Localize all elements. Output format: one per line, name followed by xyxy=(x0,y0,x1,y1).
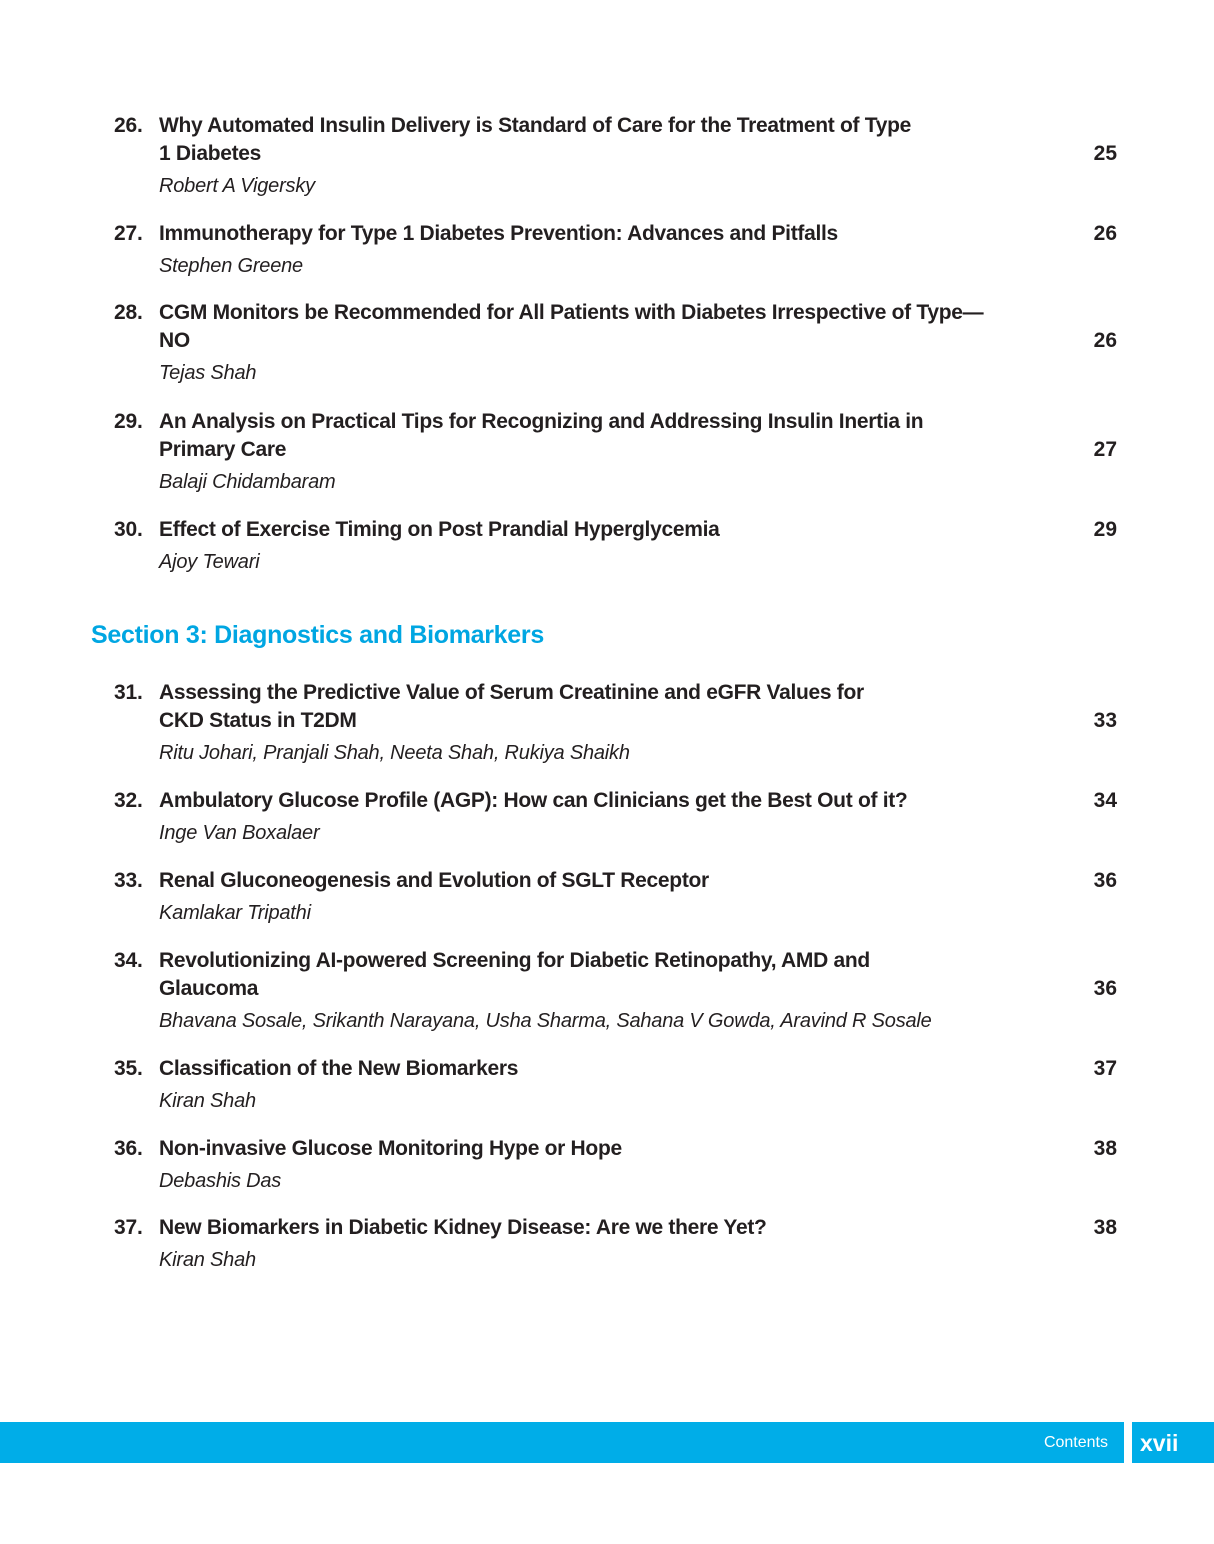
footer-label: Contents xyxy=(1043,1434,1108,1451)
entry-author: Kiran Shah xyxy=(159,1249,256,1271)
entry-number: 31. xyxy=(114,681,143,704)
entry-page: 29 xyxy=(1093,518,1117,541)
entry-page: 33 xyxy=(1093,709,1117,732)
entry-author: Ajoy Tewari xyxy=(159,551,260,573)
entry-title: Ambulatory Glucose Profile (AGP): How can Clinicians get the Best Out of it? xyxy=(159,789,908,812)
entry-author: Kamlakar Tripathi xyxy=(159,902,311,924)
entry-page: 27 xyxy=(1093,438,1117,461)
entry-title: An Analysis on Practical Tips for Recognizing and Addressing Insulin Inertia in Primary Care xyxy=(159,410,924,461)
entry-number: 33. xyxy=(114,869,143,892)
entry-author: Debashis Das xyxy=(159,1170,282,1192)
entry-page: 26 xyxy=(1093,222,1117,245)
entry-author: Ritu Johari, Pranjali Shah, Neeta Shah, Rukiya Shaikh xyxy=(159,742,630,764)
entry-title: Effect of Exercise Timing on Post Prandial Hyperglycemia xyxy=(159,518,720,541)
entry-author: Robert A Vigersky xyxy=(159,175,315,197)
entry-author: Balaji Chidambaram xyxy=(159,471,336,493)
entry-number: 35. xyxy=(114,1057,143,1080)
entry-page: 38 xyxy=(1093,1137,1117,1160)
entry-page: 36 xyxy=(1093,977,1117,1000)
entry-title: Non-invasive Glucose Monitoring Hype or Hope xyxy=(159,1137,622,1160)
entry-title: Renal Gluconeogenesis and Evolution of SGLT Receptor xyxy=(159,869,709,892)
entry-page: 38 xyxy=(1093,1216,1117,1239)
entry-number: 37. xyxy=(114,1216,143,1239)
entry-page: 34 xyxy=(1093,789,1117,812)
entry-author: Inge Van Boxalaer xyxy=(159,822,320,844)
footer-page-number: xvii xyxy=(1140,1430,1179,1456)
entry-author: Kiran Shah xyxy=(159,1090,256,1112)
entry-title: Assessing the Predictive Value of Serum Creatinine and eGFR Values for CKD Status in T2DM xyxy=(159,681,864,732)
entry-page: 37 xyxy=(1093,1057,1117,1080)
entry-number: 36. xyxy=(114,1137,143,1160)
entry-title: New Biomarkers in Diabetic Kidney Disease: Are we there Yet? xyxy=(159,1216,767,1239)
entry-author: Bhavana Sosale, Srikanth Narayana, Usha Sharma, Sahana V Gowda, Aravind R Sosale xyxy=(159,1010,932,1032)
section-heading: Section 3: Diagnostics and Biomarkers xyxy=(91,621,544,649)
entry-number: 27. xyxy=(114,222,143,245)
entry-title: Why Automated Insulin Delivery is Standard of Care for the Treatment of Type 1 Diabetes xyxy=(159,114,911,165)
entry-page: 26 xyxy=(1093,329,1117,352)
entry-number: 29. xyxy=(114,410,143,433)
entry-author: Stephen Greene xyxy=(159,255,303,277)
entry-title: Revolutionizing AI-powered Screening for Diabetic Retinopathy, AMD and Glaucoma xyxy=(159,949,870,1000)
footer-bar xyxy=(0,1422,1214,1463)
entry-number: 26. xyxy=(114,114,143,137)
entry-title: Immunotherapy for Type 1 Diabetes Prevention: Advances and Pitfalls xyxy=(159,222,838,245)
entry-number: 34. xyxy=(114,949,143,972)
entry-title: Classification of the New Biomarkers xyxy=(159,1057,519,1080)
entry-author: Tejas Shah xyxy=(159,362,257,384)
entry-number: 28. xyxy=(114,301,143,324)
entry-number: 30. xyxy=(114,518,143,541)
entry-page: 36 xyxy=(1093,869,1117,892)
entry-page: 25 xyxy=(1093,142,1117,165)
entry-title: CGM Monitors be Recommended for All Patients with Diabetes Irrespective of Type—NO xyxy=(159,301,984,352)
entry-number: 32. xyxy=(114,789,143,812)
footer-divider xyxy=(1124,1422,1132,1463)
